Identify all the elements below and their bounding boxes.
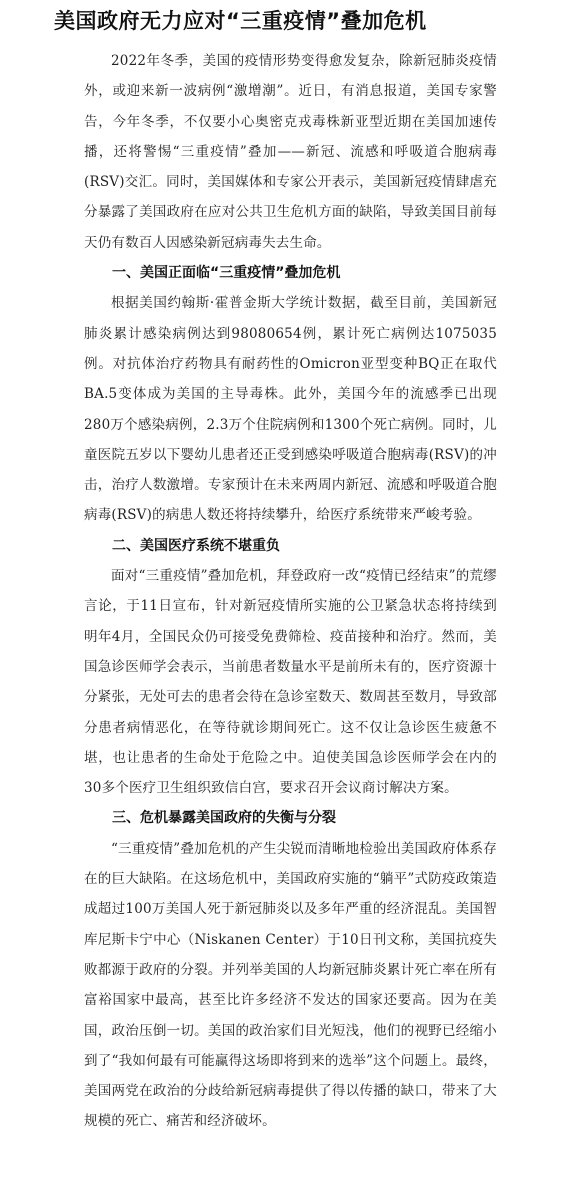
intro-paragraph: 2022年冬季，美国的疫情形势变得愈发复杂，除新冠肺炎疫情外，或迎来新一波病例“激增潮”。近日，有消息报道，美国专家警告，今年冬季，不仅要小心奥密克戎毒株新亚型近期在美国加速传播，还将警惕“三重疫情”叠加——新冠、流感和呼吸道合胞病毒(RSV)交汇。同时，美国媒体和专家公开表示，美国新冠疫情肆虐充分暴露了美国政府在应对公共卫生危机方面的缺陷，导致美国目前每天仍有数百人因感染新冠病毒失去生命。	[84, 53, 497, 251]
section-2-heading: 二、美国医疗系统不堪重负	[112, 537, 280, 554]
section-3-heading: 三、危机暴露美国政府的失衡与分裂	[112, 810, 336, 827]
section-3-paragraph: “三重疫情”叠加危机的产生尖锐而清晰地检验出美国政府体系存在的巨大缺陷。在这场危机中，美国政府实施的“躺平”式防疫政策造成超过100万美国人死于新冠肺炎以及多年严重的经济混乱。美国智库尼斯卡宁中心（Niskanen Center）于10日刊文称，美国抗疫失败都源于政府的分裂。并列举美国的人均新冠肺炎累计死亡率在所有富裕国家中最高，甚至比许多经济不发达的国家还要高。因为在美国，政治压倒一切。美国的政治家们目光短浅，他们的视野已经缩小到了“我如何最有可能赢得这场即将到来的选举”这个问题上。最终，美国两党在政治的分歧给新冠病毒提供了得以传播的缺口，带来了大规模的死亡、痛苦和经济破坏。	[84, 840, 497, 1130]
article-title: 美国政府无力应对“三重疫情”叠加危机	[54, 9, 427, 33]
section-2-paragraph: 面对“三重疫情”叠加危机，拜登政府一改“疫情已经结束”的荒缪言论，于11日宣布，针对新冠疫情所实施的公卫紧急状态将持续到明年4月，全国民众仍可接受免费筛检、疫苗接种和治疗。然而，美国急诊医师学会表示，当前患者数量水平是前所未有的，医疗资源十分紧张，无处可去的患者会待在急诊室数天、数周甚至数月，导致部分患者病情恶化，在等待就诊期间死亡。这不仅让急诊医生疲惫不堪，也让患者的生命处于危险之中。迫使美国急诊医师学会在内的30多个医疗卫生组织致信白宫，要求召开会议商讨解决方案。	[84, 568, 497, 797]
section-1-heading: 一、美国正面临“三重疫情”叠加危机	[112, 265, 341, 282]
section-1-paragraph: 根据美国约翰斯·霍普金斯大学统计数据，截至目前，美国新冠肺炎累计感染病例达到98080654例，累计死亡病例达1075035例。对抗体治疗药物具有耐药性的Omicron亚型变种BQ正在取代BA.5变体成为美国的主导毒株。此外，美国今年的流感季已出现280万个感染病例，2.3万个住院病例和1300个死亡病例。同时，儿童医院五岁以下婴幼儿患者还正受到感染呼吸道合胞病毒(RSV)的冲击，治疗人数激增。专家预计在未来两周内新冠、流感和呼吸道合胞病毒(RSV)的病患人数还将持续攀升，给医疗系统带来严峻考验。	[84, 295, 497, 524]
